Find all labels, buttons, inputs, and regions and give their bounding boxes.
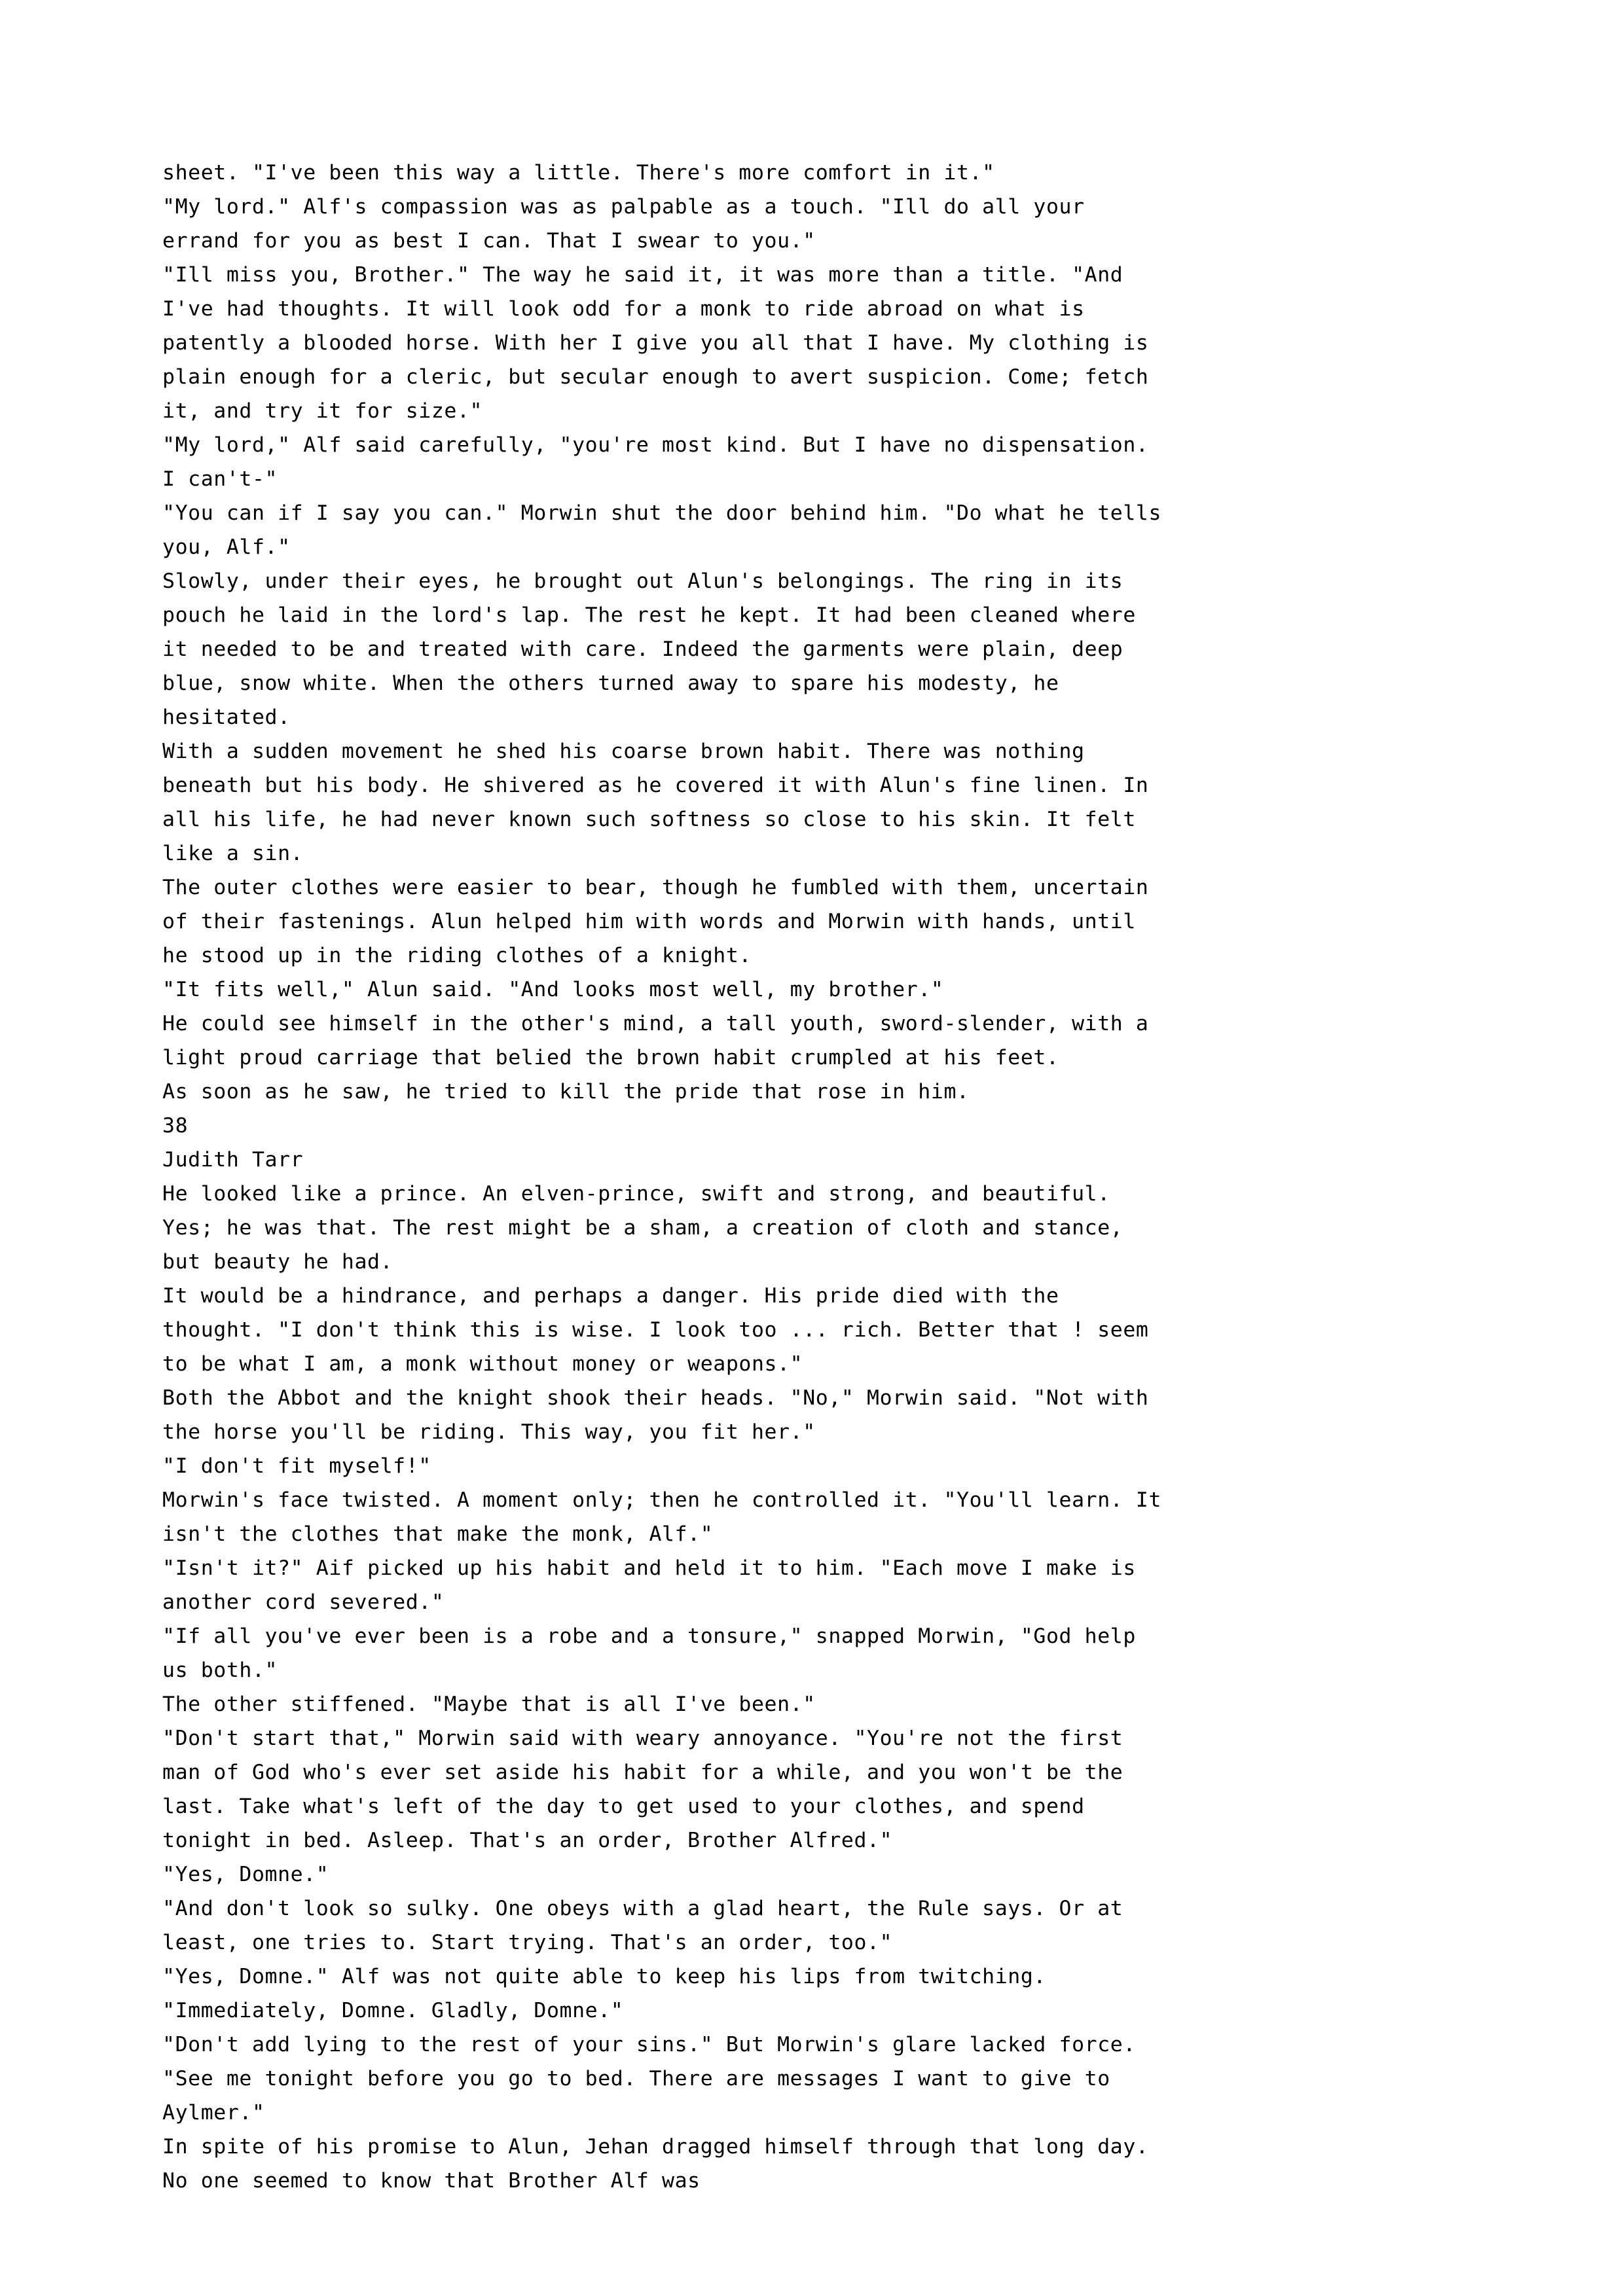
text-line: of their fastenings. Alun helped him with words and Morwin with hands, until — [162, 910, 1136, 933]
text-line: "See me tonight before you go to bed. There are messages I want to give to — [162, 2067, 1110, 2090]
text-line: 38 — [162, 1114, 189, 1138]
text-line: plain enough for a cleric, but secular enough to avert suspicion. Come; fetch — [162, 365, 1149, 389]
text-line: The outer clothes were easier to bear, though he fumbled with them, uncertain — [162, 876, 1149, 899]
text-line: tonight in bed. Asleep. That's an order, Brother Alfred." — [162, 1829, 893, 1852]
text-line: it needed to be and treated with care. Indeed the garments were plain, deep — [162, 637, 1123, 661]
text-line: He could see himself in the other's mind, a tall youth, sword-slender, with a — [162, 1012, 1149, 1035]
text-line: the horse you'll be riding. This way, you fit her." — [162, 1420, 816, 1444]
text-line: hesitated. — [162, 706, 291, 729]
text-line: Both the Abbot and the knight shook their heads. "No," Morwin said. "Not with — [162, 1386, 1149, 1410]
text-line: "My lord," Alf said carefully, "you're most kind. But I have no dispensation. — [162, 433, 1149, 457]
text-line: I've had thoughts. It will look odd for a monk to ride abroad on what is — [162, 297, 1085, 321]
text-line: "If all you've ever been is a robe and a tonsure," snapped Morwin, "God help — [162, 1624, 1136, 1648]
page-text — [162, 156, 1468, 2198]
text-line: "Ill miss you, Brother." The way he said it, it was more than a title. "And — [162, 263, 1123, 287]
text-line: "Immediately, Domne. Gladly, Domne." — [162, 1999, 624, 2022]
text-line: light proud carriage that belied the brown habit crumpled at his feet. — [162, 1046, 1059, 1069]
text-line: us both." — [162, 1659, 278, 1682]
text-line: but beauty he had. — [162, 1250, 393, 1274]
text-line: "You can if I say you can." Morwin shut the door behind him. "Do what he tells — [162, 501, 1162, 525]
text-line: Yes; he was that. The rest might be a sham, a creation of cloth and stance, — [162, 1216, 1123, 1240]
text-line: all his life, he had never known such softness so close to his skin. It felt — [162, 808, 1136, 831]
text-line: Slowly, under their eyes, he brought out Alun's belongings. The ring in its — [162, 569, 1123, 593]
text-line: "My lord." Alf's compassion was as palpable as a touch. "Ill do all your — [162, 195, 1085, 219]
text-line: The other stiffened. "Maybe that is all I've been." — [162, 1693, 816, 1716]
text-line: Morwin's face twisted. A moment only; then he controlled it. "You'll learn. It — [162, 1488, 1162, 1512]
text-line: least, one tries to. Start trying. That's an order, too." — [162, 1931, 893, 1954]
text-line: beneath but his body. He shivered as he covered it with Alun's fine linen. In — [162, 774, 1149, 797]
text-line: "Don't start that," Morwin said with weary annoyance. "You're not the first — [162, 1727, 1123, 1750]
text-line: "And don't look so sulky. One obeys with a glad heart, the Rule says. Or at — [162, 1897, 1123, 1920]
text-line: With a sudden movement he shed his coarse brown habit. There was nothing — [162, 740, 1085, 763]
text-line: I can't-" — [162, 467, 278, 491]
text-line: It would be a hindrance, and perhaps a danger. His pride died with the — [162, 1284, 1059, 1308]
text-line: blue, snow white. When the others turned away to spare his modesty, he — [162, 672, 1059, 695]
text-line: you, Alf." — [162, 535, 291, 559]
text-line: "Isn't it?" Aif picked up his habit and held it to him. "Each move I make is — [162, 1556, 1136, 1580]
text-line: Aylmer." — [162, 2101, 265, 2125]
text-line: As soon as he saw, he tried to kill the pride that rose in him. — [162, 1080, 970, 1103]
text-line: thought. "I don't think this is wise. I look too ... rich. Better that ! seem — [162, 1318, 1149, 1342]
text-line: to be what I am, a monk without money or weapons." — [162, 1352, 803, 1376]
text-line: another cord severed." — [162, 1590, 445, 1614]
text-line: "It fits well," Alun said. "And looks most well, my brother." — [162, 978, 944, 1001]
text-line: it, and try it for size." — [162, 399, 483, 423]
text-line: "Yes, Domne." Alf was not quite able to keep his lips from twitching. — [162, 1965, 1046, 1988]
text-line: sheet. "I've been this way a little. There's more comfort in it." — [162, 161, 995, 185]
text-line: Judith Tarr — [162, 1148, 304, 1172]
text-line: No one seemed to know that Brother Alf was — [162, 2169, 701, 2193]
text-line: pouch he laid in the lord's lap. The rest he kept. It had been cleaned where — [162, 603, 1136, 627]
text-line: "I don't fit myself!" — [162, 1454, 431, 1478]
text-line: He looked like a prince. An elven-prince, swift and strong, and beautiful. — [162, 1182, 1110, 1206]
text-line: "Don't add lying to the rest of your sins." But Morwin's glare lacked force. — [162, 2033, 1136, 2056]
text-line: "Yes, Domne." — [162, 1863, 329, 1886]
text-line: like a sin. — [162, 842, 304, 865]
text-line: errand for you as best I can. That I swear to you." — [162, 229, 816, 253]
text-line: last. Take what's left of the day to get used to your clothes, and spend — [162, 1795, 1085, 1818]
text-line: isn't the clothes that make the monk, Alf." — [162, 1522, 714, 1546]
text-line: patently a blooded horse. With her I give you all that I have. My clothing is — [162, 331, 1149, 355]
text-line: In spite of his promise to Alun, Jehan dragged himself through that long day. — [162, 2135, 1149, 2159]
text-line: he stood up in the riding clothes of a knight. — [162, 944, 752, 967]
text-line: man of God who's ever set aside his habit for a while, and you won't be the — [162, 1761, 1123, 1784]
